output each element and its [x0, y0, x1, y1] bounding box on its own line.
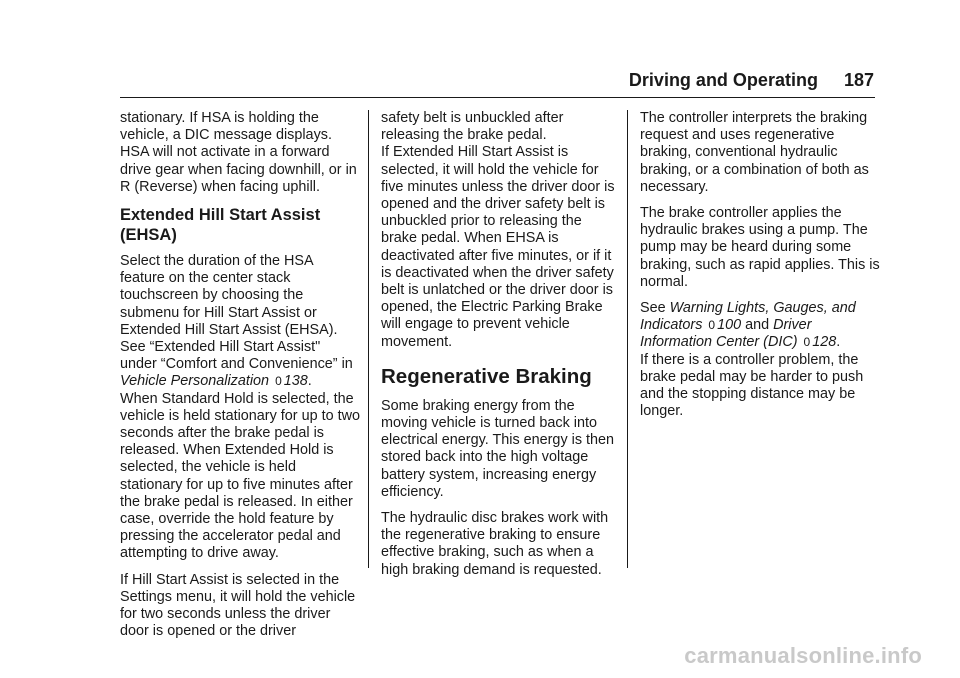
- column-2: [381, 110, 621, 588]
- page-reference[interactable]: 138: [283, 373, 308, 390]
- column-1: [120, 110, 360, 649]
- column-3: [640, 110, 880, 429]
- watermark: carmanualsonline.info: [684, 643, 922, 668]
- page-number: 187: [843, 70, 874, 90]
- paragraph: See Warning Lights, Gauges, and Indicators 0 100 and Driver Information Center (DIC) 0 128.: [640, 300, 856, 351]
- paragraph: Select the duration of the HSA feature on the center stack touchscreen by choosing the submenu for Hill Start Assist or Extended Hill Start Assist (EHSA). See “Extended Hill Start Assist" under “Comfort and Convenience” in Vehicle Personalization 0 138.: [120, 253, 353, 390]
- page-reference[interactable]: 128: [812, 334, 837, 351]
- page-reference[interactable]: 100: [717, 317, 742, 334]
- subheading-ehsa: Extended Hill Start Assist (EHSA): [120, 206, 321, 245]
- paragraph: The controller interprets the braking request and uses regenerative braking, conventional hydraulic braking, or a combination of both as necessary.: [640, 110, 869, 195]
- section-title: Driving and Operating: [628, 70, 818, 90]
- header-rule: [120, 97, 875, 98]
- section-heading-regenerative-braking: Regenerative Braking: [381, 364, 592, 388]
- column-divider: [368, 110, 369, 568]
- paragraph: Some braking energy from the moving vehicle is turned back into electrical energy. This energy is then stored back into the high voltage battery system, increasing energy efficiency.: [381, 397, 615, 500]
- paragraph: If Hill Start Assist is selected in the Settings menu, it will hold the vehicle for two seconds unless the driver door is opened or the driver: [120, 571, 356, 640]
- paragraph: The brake controller applies the hydraulic brakes using a pump. The pump may be heard during some braking, such as rapid applies. This is normal.: [640, 205, 880, 290]
- paragraph: safety belt is unbuckled after releasing the brake pedal.: [381, 110, 564, 144]
- cross-reference-link[interactable]: Warning Lights, Gauges, and Indicators: [640, 300, 856, 334]
- page-header: [629, 70, 874, 91]
- cross-reference-link[interactable]: Driver Information Center (DIC): [640, 317, 812, 351]
- cross-reference-link[interactable]: Vehicle Personalization: [120, 373, 270, 390]
- paragraph: When Standard Hold is selected, the vehicle is held stationary for up to two seconds after the brake pedal is released. When Extended Hold is selected, the vehicle is held stationary for up to five minutes after the brake pedal is released. In either case, override the hold feature by pressing the accelerator pedal and attempting to drive away.: [120, 390, 360, 562]
- page-reference-arrow-icon: 0: [708, 318, 716, 333]
- paragraph: If there is a controller problem, the brake pedal may be harder to push and the stopping distance may be longer.: [640, 351, 864, 420]
- column-divider: [627, 110, 628, 568]
- page-reference-arrow-icon: 0: [275, 374, 282, 389]
- paragraph: If Extended Hill Start Assist is selected, it will hold the vehicle for five minutes unless the driver door is opened and the driver safety belt is unbuckled prior to releasing the brake pedal. When EHSA is deactivated after five minutes, or if it is deactivated when the driver safety belt is unlatched or the driver door is opened, the Electric Parking Brake will engage to prevent vehicle movement.: [381, 144, 615, 350]
- page-reference-arrow-icon: 0: [803, 335, 811, 350]
- paragraph: stationary. If HSA is holding the vehicle, a DIC message displays. HSA will not activate in a forward drive gear when facing downhill, or in R (Reverse) when facing uphill.: [120, 110, 357, 195]
- paragraph: The hydraulic disc brakes work with the regenerative braking to ensure effective braking, such as when a high braking demand is requested.: [381, 510, 609, 578]
